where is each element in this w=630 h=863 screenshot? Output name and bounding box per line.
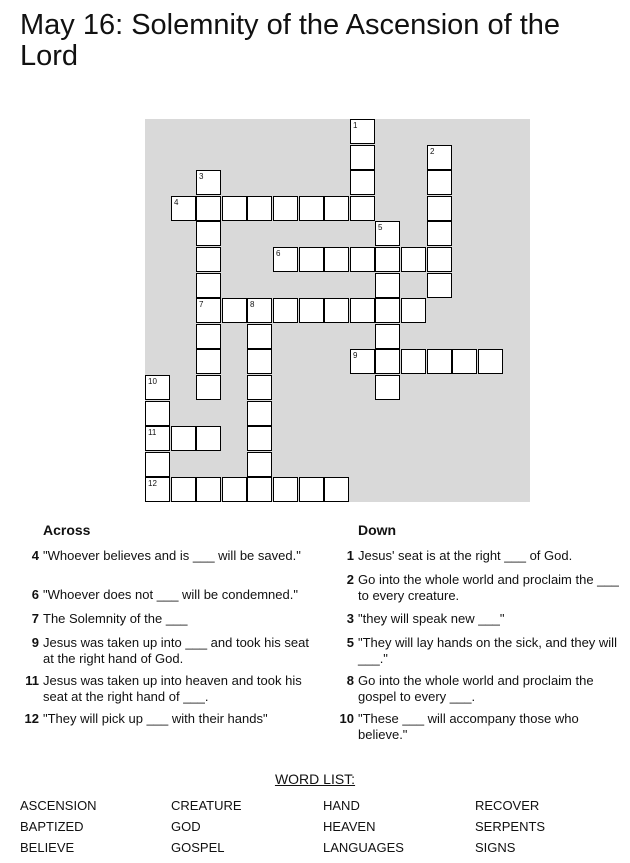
word-list-item: HAND: [323, 798, 360, 813]
grid-cell[interactable]: [350, 196, 375, 221]
cell-number: 12: [148, 479, 157, 488]
grid-cell[interactable]: [375, 349, 400, 374]
grid-cell[interactable]: [299, 477, 324, 502]
clue-number: 12: [24, 711, 39, 726]
crossword-grid: [145, 119, 530, 502]
grid-cell[interactable]: [273, 298, 298, 323]
grid-cell[interactable]: [247, 375, 272, 400]
word-list-item: ASCENSION: [20, 798, 97, 813]
grid-cell[interactable]: [196, 349, 221, 374]
grid-cell[interactable]: [247, 426, 272, 451]
grid-cell[interactable]: [273, 247, 298, 272]
grid-cell[interactable]: [427, 196, 452, 221]
grid-cell[interactable]: [324, 477, 349, 502]
grid-cell[interactable]: [247, 349, 272, 374]
grid-cell[interactable]: [324, 298, 349, 323]
clue-text: "These ___ will accompany those who believe.": [358, 711, 579, 742]
across-clue: [31, 635, 313, 666]
clue-number: 9: [31, 635, 39, 650]
page-title: May 16: Solemnity of the Ascension of the Lord: [20, 9, 561, 72]
word-list-item: BELIEVE: [20, 840, 75, 855]
clue-number: 6: [31, 587, 39, 602]
word-list-title: WORD LIST:: [274, 771, 356, 787]
grid-cell[interactable]: [196, 221, 221, 246]
clue-text: Go into the whole world and proclaim the ___ to every creature.: [358, 572, 619, 603]
grid-cell[interactable]: [350, 298, 375, 323]
grid-cell[interactable]: [299, 196, 324, 221]
grid-cell[interactable]: [427, 221, 452, 246]
cell-number: 4: [174, 198, 179, 207]
cell-number: 7: [199, 300, 204, 309]
grid-cell[interactable]: [196, 426, 221, 451]
cell-number: 9: [353, 351, 358, 360]
grid-cell[interactable]: [196, 298, 221, 323]
down-clue: [346, 572, 628, 603]
cell-number: 1: [353, 121, 358, 130]
clue-number: 8: [346, 673, 354, 688]
clue-text: "They will lay hands on the sick, and they will ___.": [358, 635, 617, 666]
clue-text: "they will speak new ___": [358, 611, 505, 626]
word-list-item: SERPENTS: [475, 819, 546, 834]
grid-cell[interactable]: [247, 298, 272, 323]
grid-cell[interactable]: [350, 247, 375, 272]
word-list-item: GOD: [171, 819, 201, 834]
down-heading: Down: [358, 522, 397, 538]
grid-cell[interactable]: [452, 349, 477, 374]
grid-cell[interactable]: [171, 426, 196, 451]
clue-number: 11: [25, 673, 39, 688]
grid-cell[interactable]: [222, 298, 247, 323]
clue-text: "They will pick up ___ with their hands": [43, 711, 268, 726]
word-list-item: GOSPEL: [171, 840, 225, 855]
clue-text: Jesus was taken up into heaven and took his seat at the right hand of ___.: [43, 673, 302, 704]
cell-number: 2: [430, 147, 435, 156]
clue-number: 10: [339, 711, 354, 726]
grid-cell[interactable]: [196, 170, 221, 195]
word-list-item: RECOVER: [475, 798, 540, 813]
grid-cell[interactable]: [427, 170, 452, 195]
clue-number: 4: [31, 548, 39, 563]
grid-cell[interactable]: [375, 298, 400, 323]
clue-number: 3: [346, 611, 354, 626]
clue-number: 5: [346, 635, 354, 650]
grid-cell[interactable]: [145, 452, 170, 477]
grid-cell[interactable]: [145, 375, 170, 400]
cell-number: 5: [378, 223, 383, 232]
down-clue: [346, 635, 628, 666]
grid-cell[interactable]: [273, 477, 298, 502]
down-clue: [346, 548, 628, 564]
grid-cell[interactable]: [375, 273, 400, 298]
grid-cell[interactable]: [401, 349, 426, 374]
grid-cell[interactable]: [375, 221, 400, 246]
grid-cell[interactable]: [375, 247, 400, 272]
grid-cell[interactable]: [247, 477, 272, 502]
grid-cell[interactable]: [401, 298, 426, 323]
grid-cell[interactable]: [350, 170, 375, 195]
grid-cell[interactable]: [299, 247, 324, 272]
down-clue: [339, 711, 628, 742]
grid-cell[interactable]: [478, 349, 503, 374]
across-clue: [24, 711, 313, 727]
across-clue: [31, 611, 313, 627]
grid-cell[interactable]: [145, 477, 170, 502]
across-heading: Across: [43, 522, 91, 538]
down-clue: [346, 611, 628, 627]
grid-cell[interactable]: [375, 375, 400, 400]
down-clue: [346, 673, 628, 704]
word-list-item: LANGUAGES: [323, 840, 404, 855]
across-clue: [31, 587, 313, 603]
grid-cell[interactable]: [324, 196, 349, 221]
grid-cell[interactable]: [324, 247, 349, 272]
grid-cell[interactable]: [171, 477, 196, 502]
across-clue: [31, 548, 313, 564]
word-list-item: SIGNS: [475, 840, 516, 855]
clue-number: 7: [31, 611, 39, 626]
grid-cell[interactable]: [375, 324, 400, 349]
word-list-item: HEAVEN: [323, 819, 376, 834]
grid-cell[interactable]: [427, 349, 452, 374]
clue-text: "Whoever believes and is ___ will be saved.": [43, 548, 301, 563]
grid-cell[interactable]: [196, 324, 221, 349]
grid-cell[interactable]: [350, 119, 375, 144]
cell-number: 6: [276, 249, 281, 258]
grid-cell[interactable]: [299, 298, 324, 323]
grid-cell[interactable]: [145, 426, 170, 451]
cell-number: 3: [199, 172, 204, 181]
grid-cell[interactable]: [196, 375, 221, 400]
grid-cell[interactable]: [196, 477, 221, 502]
clue-text: Jesus was taken up into ___ and took his seat at the right hand of God.: [43, 635, 309, 666]
grid-cell[interactable]: [350, 145, 375, 170]
grid-cell[interactable]: [247, 196, 272, 221]
grid-cell[interactable]: [247, 452, 272, 477]
cell-number: 10: [148, 377, 157, 386]
grid-cell[interactable]: [350, 349, 375, 374]
cell-number: 8: [250, 300, 255, 309]
clue-text: The Solemnity of the ___: [43, 611, 188, 626]
clue-text: Jesus' seat is at the right ___ of God.: [358, 548, 573, 563]
grid-cell[interactable]: [427, 273, 452, 298]
grid-cell[interactable]: [222, 196, 247, 221]
grid-cell[interactable]: [222, 477, 247, 502]
clue-text: Go into the whole world and proclaim the gospel to every ___.: [358, 673, 594, 704]
grid-cell[interactable]: [145, 401, 170, 426]
grid-cell[interactable]: [196, 247, 221, 272]
word-list-item: CREATURE: [171, 798, 242, 813]
cell-number: 11: [148, 428, 157, 437]
clue-number: 2: [346, 572, 354, 587]
grid-cell[interactable]: [273, 196, 298, 221]
clue-number: 1: [346, 548, 354, 563]
grid-cell[interactable]: [427, 145, 452, 170]
grid-cell[interactable]: [247, 401, 272, 426]
grid-cell[interactable]: [196, 196, 221, 221]
grid-cell[interactable]: [196, 273, 221, 298]
across-clue: [25, 673, 313, 704]
grid-cell[interactable]: [401, 247, 426, 272]
grid-cell[interactable]: [247, 324, 272, 349]
word-list-item: BAPTIZED: [20, 819, 84, 834]
grid-cell[interactable]: [427, 247, 452, 272]
grid-cell[interactable]: [171, 196, 196, 221]
clue-text: "Whoever does not ___ will be condemned.": [43, 587, 298, 602]
